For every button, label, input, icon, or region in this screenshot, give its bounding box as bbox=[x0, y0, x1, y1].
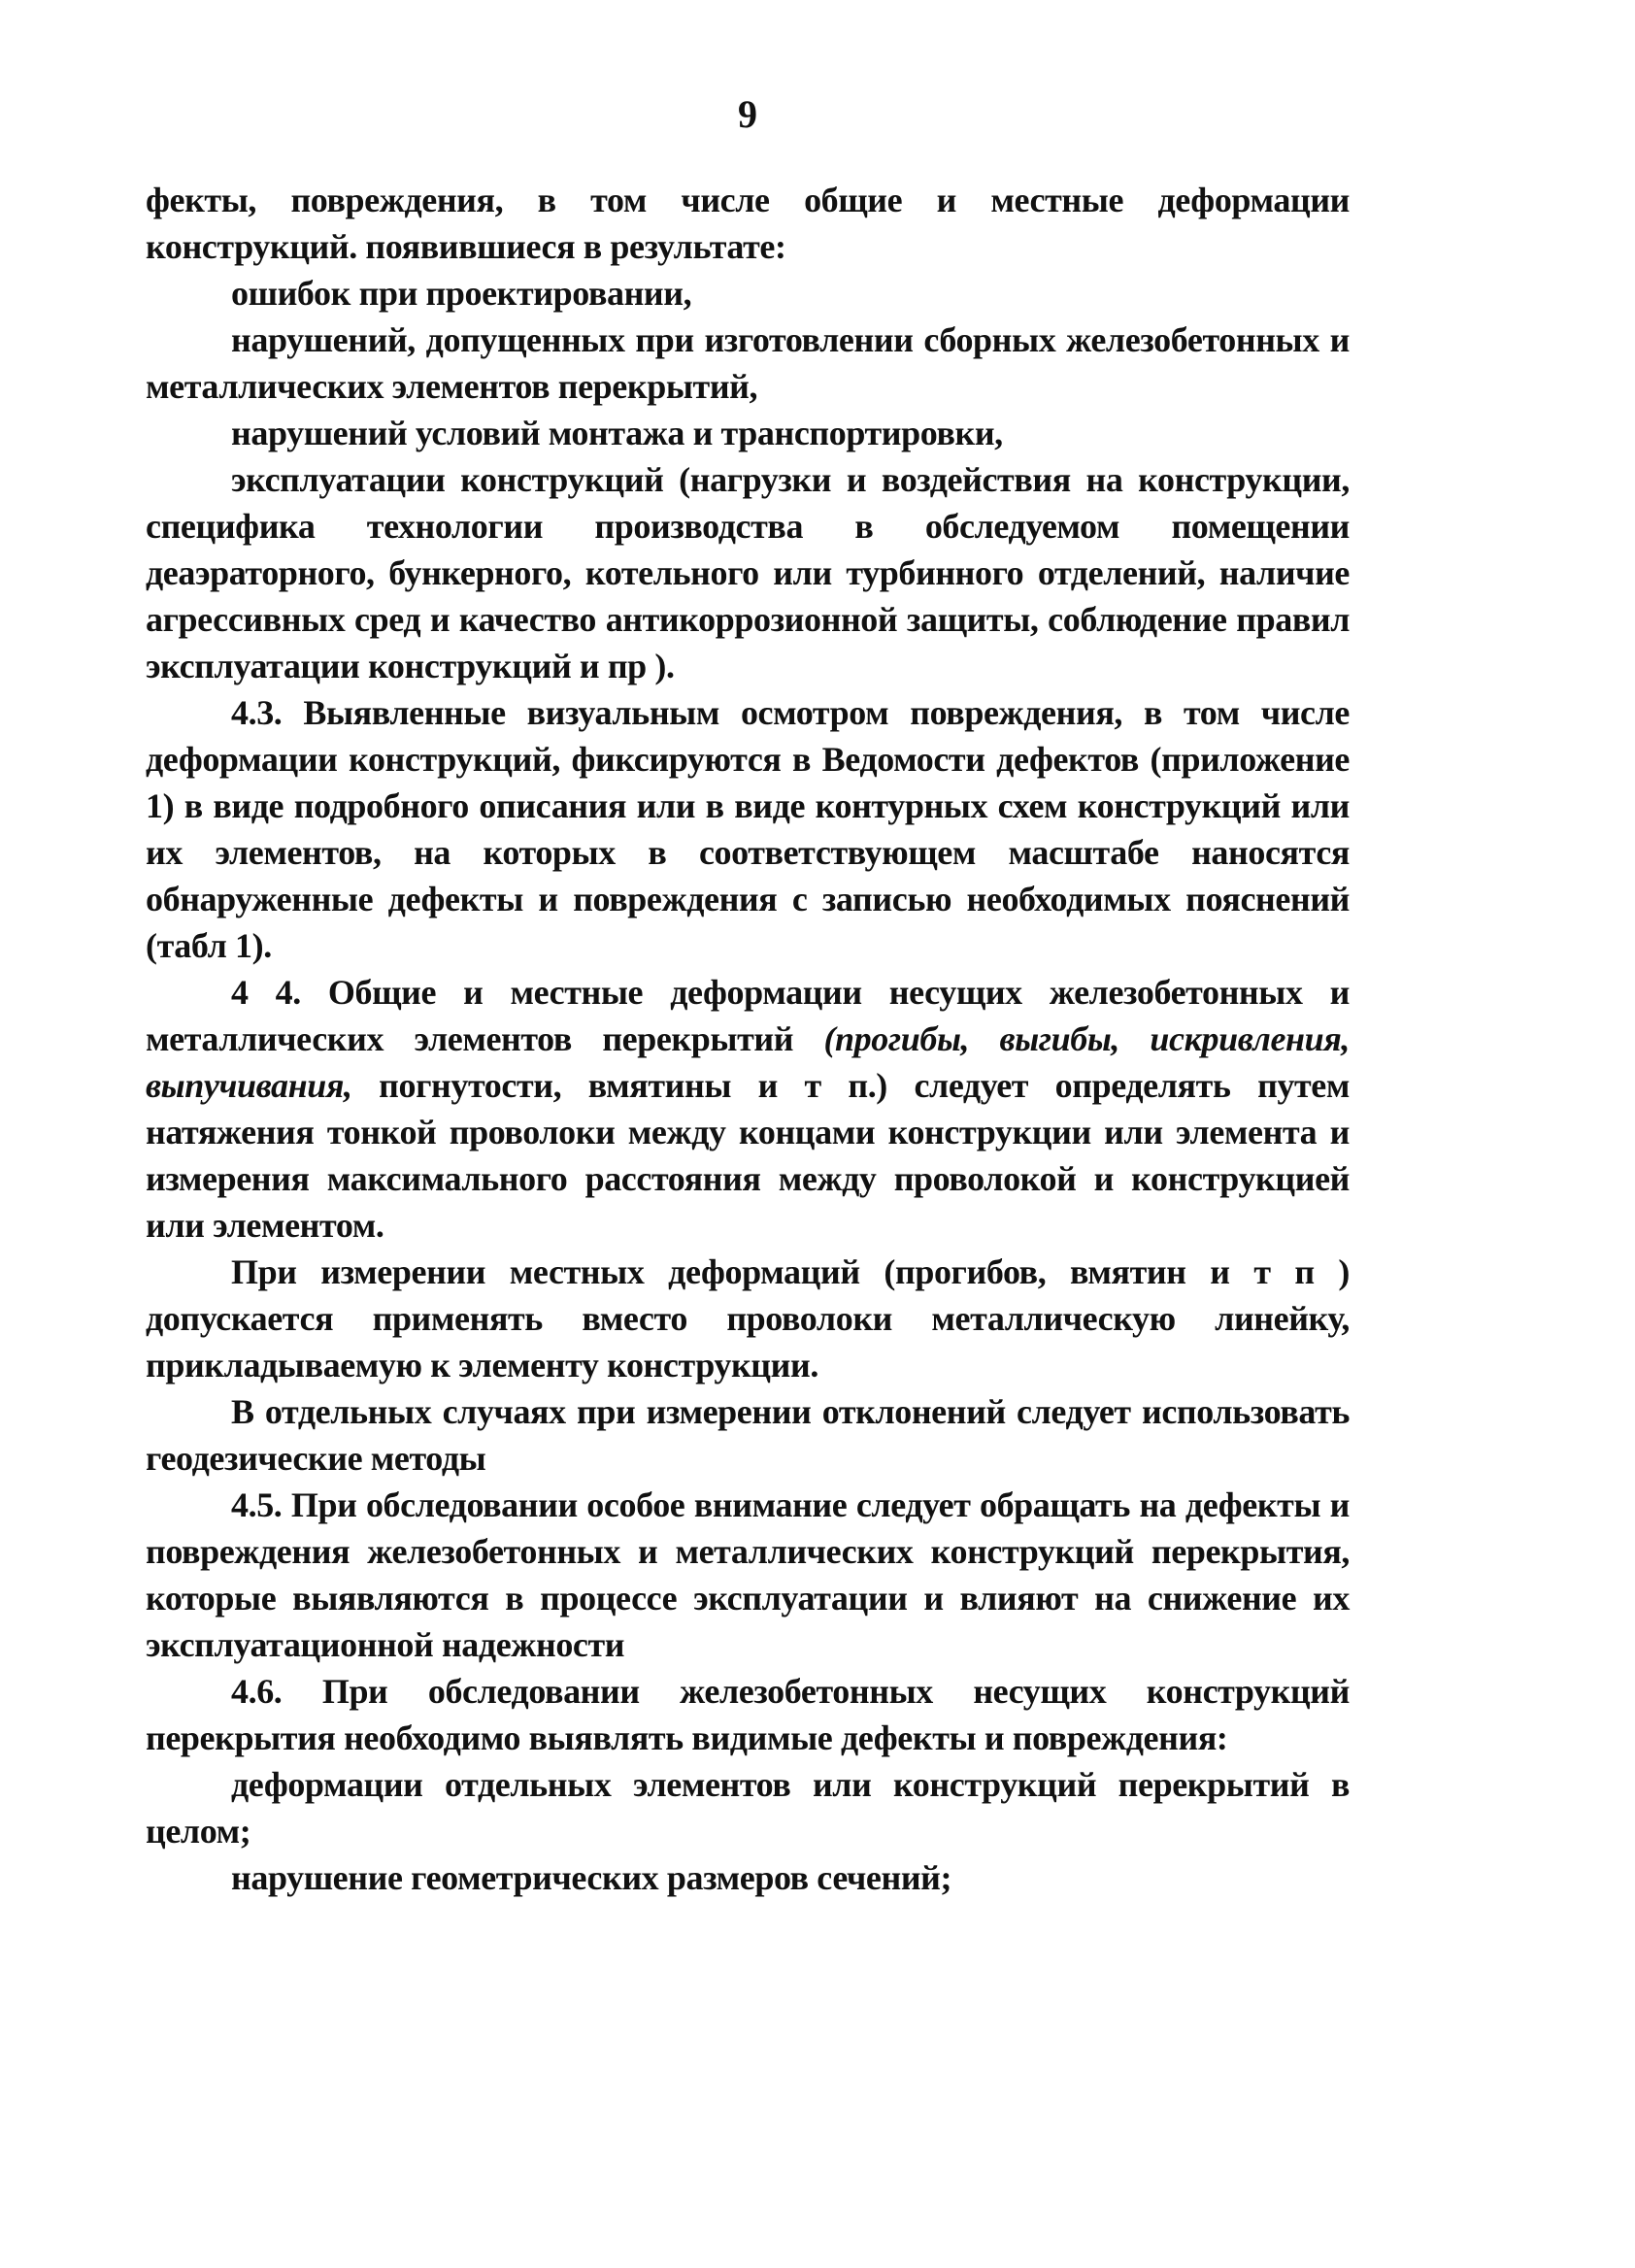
paragraph-geodesic-methods: В отдельных случаях при измерении отклонений следует использовать геодезические методы bbox=[146, 1392, 1350, 1478]
paragraph-4-4-italic-part: (прогибы, выгибы, искривления, выпучивания, bbox=[146, 1019, 1350, 1105]
document-body bbox=[146, 177, 1350, 1901]
paragraph-4-6: 4.6. При обследовании железобетонных несущих конструкций перекрытия необходимо выявлять видимые дефекты и повреждения: bbox=[146, 1672, 1350, 1757]
paragraph-4-4 bbox=[146, 969, 1350, 1249]
paragraph-continuation: фекты, повреждения, в том числе общие и местные деформации конструкций. появившиеся в результате: bbox=[146, 181, 1350, 266]
list-item-deformations: деформации отдельных элементов или конструкций перекрытий в целом; bbox=[146, 1765, 1350, 1851]
list-item-design-errors: ошибок при проектировании, bbox=[231, 274, 692, 313]
list-item-geometry-violation: нарушение геометрических размеров сечений; bbox=[231, 1858, 952, 1897]
page-number: 9 bbox=[738, 92, 757, 136]
paragraph-4-5: 4.5. При обследовании особое внимание следует обращать на дефекты и повреждения железобетонных и металлических конструкций перекрытия, которые выявляются в процессе эксплуатации и влияют на снижение их эксплуатационной надежности bbox=[146, 1485, 1350, 1664]
paragraph-4-4-part-2: погнутости, вмятины и т п.) следует определять путем натяжения тонкой проволоки между концами конструкции или элемента и измерения максимального расстояния между проволокой и конструкцией или элементом. bbox=[146, 1066, 1350, 1245]
list-item-manufacturing-violations: нарушений, допущенных при изготовлении сборных железобетонных и металлических элементов перекрытий, bbox=[146, 320, 1350, 406]
paragraph-4-4-part-1: 4 4. Общие и местные деформации несущих железобетонных и металлических элементов перекрытий bbox=[146, 973, 1350, 1058]
list-item-operation: эксплуатации конструкций (нагрузки и воздействия на конструкции, специфика технологии производства в обследуемом помещении деаэраторного, бункерного, котельного или турбинного отделений, наличие агрессивных сред и качество антикоррозионной защиты, соблюдение правил эксплуатации конструкций и пр ). bbox=[146, 460, 1350, 685]
paragraph-4-3: 4.3. Выявленные визуальным осмотром повреждения, в том числе деформации конструкций, фиксируются в Ведомости дефектов (приложение 1) в виде подробного описания или в виде контурных схем конструкций или их элементов, на которых в соответствующем масштабе наносятся обнаруженные дефекты и повреждения с записью необходимых пояснений (табл 1). bbox=[146, 693, 1350, 965]
list-item-installation-violations: нарушений условий монтажа и транспортировки, bbox=[231, 414, 1003, 452]
paragraph-local-deformations: При измерении местных деформаций (прогибов, вмятин и т п ) допускается применять вместо проволоки металлическую линейку, прикладываемую к элементу конструкции. bbox=[146, 1252, 1350, 1384]
